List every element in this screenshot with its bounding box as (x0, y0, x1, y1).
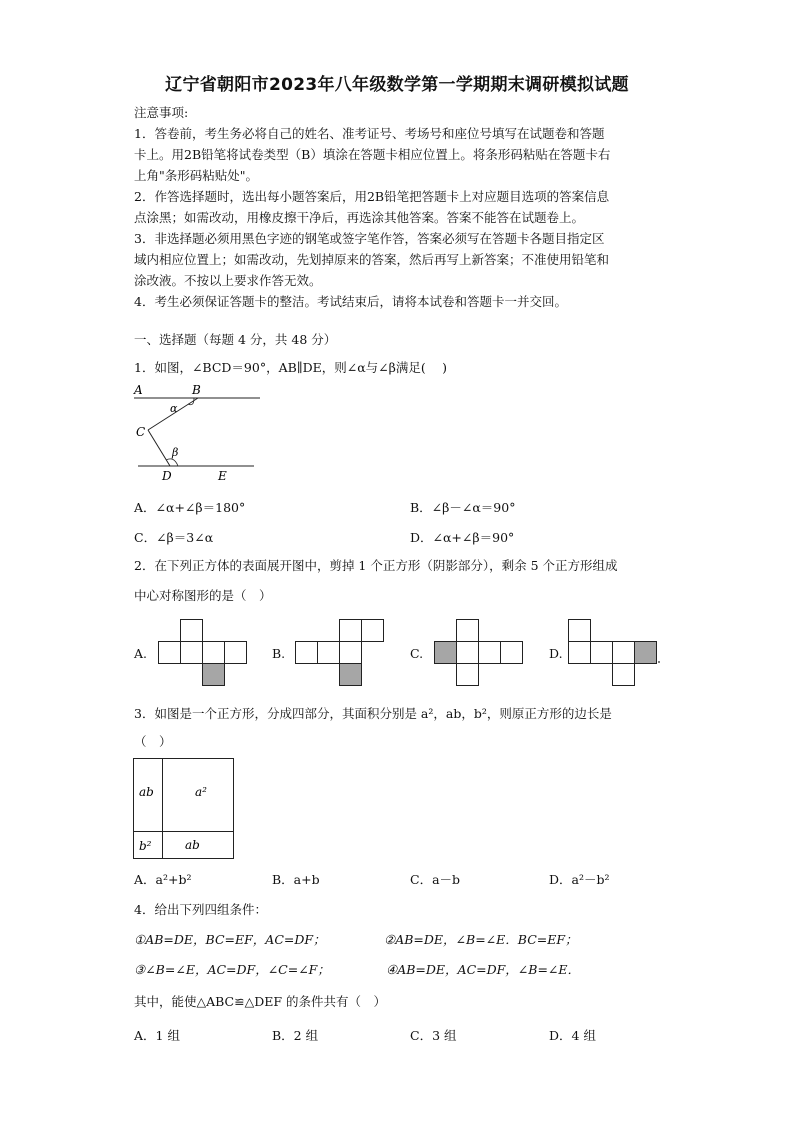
notes-line: 域内相应位置上；如需改动，先划掉原来的答案，然后再写上新答案；不准使用铅笔和 (134, 252, 610, 267)
q1-figure (130, 380, 260, 488)
q2-stem-line2: 中心对称图形的是（ ） (134, 588, 272, 603)
notes-line: 涂改液。不按以上要求作答无效。 (134, 273, 322, 288)
q3-square-figure (133, 758, 235, 860)
notes-line: 1．答卷前，考生务必将自己的姓名、准考证号、考场号和座位号填写在试题卷和答题 (134, 126, 605, 141)
shaded-square (435, 642, 457, 664)
label-d: D (162, 469, 172, 483)
q3-option-c: C．a－b (410, 872, 461, 887)
q1-option-a: A．∠α+∠β＝180° (134, 500, 246, 515)
cell-bottom-right: ab (185, 838, 200, 852)
cell-bottom-left: b² (139, 839, 152, 853)
q4-condition-4: ④AB=DE，AC=DF，∠B=∠E． (386, 962, 581, 977)
q4-option-d: D．4 组 (549, 1028, 596, 1043)
q1-option-c: C．∠β＝3∠α (134, 530, 214, 545)
q3-option-d: D．a²－b² (549, 872, 610, 887)
cell-top-left: ab (139, 785, 154, 799)
label-alpha: α (170, 402, 178, 415)
label-e: E (218, 469, 227, 483)
section-heading: 一、选择题（每题 4 分，共 48 分） (134, 332, 337, 347)
q1-stem: 1．如图，∠BCD＝90°，AB∥DE，则∠α与∠β满足( ) (134, 360, 448, 375)
q2-net-d (567, 619, 663, 687)
q3-option-a: A．a²+b² (134, 872, 192, 887)
q1-option-d: D．∠α+∠β＝90° (410, 530, 515, 545)
notes-line: 卡上。用2B铅笔将试卷类型（B）填涂在答题卡相应位置上。将条形码粘贴在答题卡右 (134, 147, 611, 162)
q2-net-b (294, 619, 386, 687)
q4-stem: 4．给出下列四组条件： (134, 902, 267, 917)
notes-line: 上角"条形码粘贴处"。 (134, 168, 258, 183)
q4-question: 其中，能使△ABC≌△DEF 的条件共有（ ） (134, 994, 387, 1009)
cell-top-right: a² (195, 785, 207, 799)
q4-option-b: B．2 组 (272, 1028, 319, 1043)
shaded-square (203, 664, 225, 686)
q1-option-b: B．∠β－∠α＝90° (410, 500, 516, 515)
page-title: 辽宁省朝阳市2023年八年级数学第一学期期末调研模拟试题 (165, 75, 629, 95)
q2-option-b-label: B. (272, 646, 286, 661)
segment-cd (148, 430, 170, 466)
q3-option-b: B．a+b (272, 872, 320, 887)
q2-option-d-label: D. (549, 646, 563, 661)
label-c: C (136, 425, 146, 439)
q2-net-c (433, 619, 525, 687)
q3-stem-line2: （ ） (134, 734, 172, 749)
q4-condition-3: ③∠B=∠E，AC=DF，∠C=∠F； (134, 962, 330, 977)
q2-net-a (157, 619, 249, 687)
q2-option-a-label: A. (134, 646, 148, 661)
label-b: B (192, 383, 201, 397)
q3-stem: 3．如图是一个正方形，分成四部分，其面积分别是 a²，ab，b²，则原正方形的边长是 (134, 706, 612, 721)
label-a: A (134, 383, 143, 397)
notes-line: 3．非选择题必须用黑色字迹的钢笔或签字笔作答，答案必须写在答题卡各题目指定区 (134, 231, 605, 246)
notes-line: 2．作答选择题时，选出每小题答案后，用2B铅笔把答题卡上对应题目选项的答案信息 (134, 189, 610, 204)
q4-option-c: C．3 组 (410, 1028, 457, 1043)
q2-stem-line1: 2．在下列正方体的表面展开图中，剪掉 1 个正方形（阴影部分），剩余 5 个正方形组成 (134, 558, 618, 573)
shaded-square (340, 664, 362, 686)
notes-line: 点涂黑；如需改动，用橡皮擦干净后，再选涂其他答案。答案不能答在试题卷上。 (134, 210, 585, 225)
q2-option-c-label: C. (410, 646, 424, 661)
q4-condition-2: ②AB=DE，∠B=∠E．BC=EF； (384, 932, 578, 947)
shaded-square (635, 642, 657, 664)
q4-condition-1: ①AB=DE，BC=EF，AC=DF； (134, 932, 326, 947)
notes-heading: 注意事项: (134, 105, 189, 120)
notes-line: 4．考生必须保证答题卡的整洁。考试结束后，请将本试卷和答题卡一并交回。 (134, 294, 567, 309)
q4-option-a: A．1 组 (134, 1028, 180, 1043)
label-beta: β (172, 446, 179, 459)
